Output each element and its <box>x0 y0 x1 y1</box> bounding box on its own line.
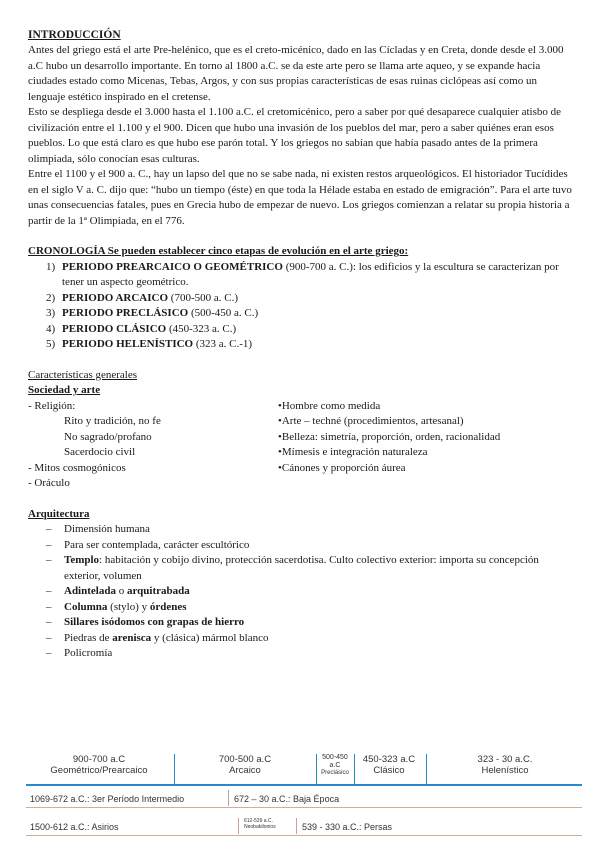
period-preclassic: 500-450 a.C Preclásico <box>321 754 349 776</box>
list-item: Sacerdocio civil <box>64 446 136 458</box>
architecture-heading: Arquitectura <box>28 507 90 520</box>
list-item: •Hombre como medida <box>278 399 381 412</box>
list-item: •Arte – techné (procedimientos, artesanal) <box>278 415 464 427</box>
list-item: No sagrado/profano <box>64 430 152 443</box>
egypt-late-period: 672 – 30 a.C.: Baja Época <box>234 794 340 804</box>
intro-heading: INTRODUCCIÓN <box>28 29 121 41</box>
society-heading: Sociedad y arte <box>28 384 101 396</box>
period-geometric: 900-700 a.C Geométrico/Prearcaico <box>50 754 148 776</box>
list-item: – Piedras de arenisca y (clásica) mármol blanco <box>46 631 269 644</box>
list-item: 1) PERIODO PREARCAICO O GEOMÉTRICO (900-700 a. C.): los edificios y la escultura se caracterizan por tener un aspecto geométrico. <box>46 260 559 288</box>
general-heading: Características generales <box>28 368 138 381</box>
neobabylonians: 612-539 a.C. Neobabilonios <box>244 818 276 830</box>
list-item: Rito y tradición, no fe <box>64 415 161 427</box>
list-item: – Dimensión humana <box>46 523 150 535</box>
egypt-third-intermediate: 1069-672 a.C.: 3er Período Intermedio <box>30 794 185 804</box>
list-item: 2) PERIODO ARCAICO (700-500 a. C.) <box>46 291 239 304</box>
intro-paragraph-1: Antes del griego está el arte Pre-helénico, que es el creto-micénico, dado en las Cícladas y en Creta, donde desde el 3.000 a.C hubo un desarrollo importante. En torno al 1800 a.C. se da este arte pero se llama arte aqueo, y se expande hacia ciudades estado como Micenas, Tebas, Argos, y con sus propias características de esas ruinas ciclópeas así como un lenguaje estético inspirado en el cretense. <box>28 44 564 103</box>
intro-paragraph-3: Entre el 1100 y el 900 a. C., hay un lapso del que no se sabe nada, ni existen restos arqueológicos. El historiador Tucídides en el siglo V a. C. dijo que: “hubo un tiempo (éste) en que toda la Hélade estaba en estado de emigración”. Para el arte tuvo unas consecuencias fatales, pues en Grecia hubo de empezar de nuevo. Los griegos comienzan a relatar su propia historia a partir de la 1ª Olimpiada, en el 776. <box>28 168 572 227</box>
list-item: 4) PERIODO CLÁSICO (450-323 a. C.) <box>46 322 237 335</box>
assyrians: 1500-612 a.C.: Asirios <box>30 822 119 832</box>
society-columns <box>28 399 574 492</box>
chronology-heading: CRONOLOGÍA Se pueden establecer cinco etapas de evolución en el arte griego: <box>28 245 409 257</box>
document-page <box>28 28 574 662</box>
list-item: – Para ser contemplada, carácter escultórico <box>46 538 250 551</box>
list-item: – Templo: habitación y cobijo divino, protección sacerdotisa. Culto colectivo exterior: importa su concepción exterior, volumen <box>46 554 539 582</box>
list-item: - Oráculo <box>28 477 70 489</box>
list-item: – Adintelada o arquitrabada <box>46 585 190 597</box>
list-item: - Religión: <box>28 399 76 412</box>
architecture-list <box>28 522 574 662</box>
period-timeline <box>26 754 582 836</box>
list-item: 5) PERIODO HELENÍSTICO (323 a. C.-1) <box>46 338 253 350</box>
egypt-row <box>26 790 582 808</box>
list-item: •Cánones y proporción áurea <box>278 461 406 474</box>
list-item: – Columna (stylo) y órdenes <box>46 600 187 613</box>
period-classic: 450-323 a.C Clásico <box>362 754 416 776</box>
list-item: - Mitos cosmogónicos <box>28 461 126 474</box>
list-item: 3) PERIODO PRECLÁSICO (500-450 a. C.) <box>46 307 259 319</box>
chronology-list <box>28 260 574 353</box>
persians: 539 - 330 a.C.: Persas <box>302 822 393 832</box>
period-hellenistic: 323 - 30 a.C. Helenístico <box>477 754 533 776</box>
east-row <box>26 818 582 836</box>
period-archaic: 700-500 a.C Arcaico <box>218 754 272 776</box>
list-item: •Belleza: simetría, proporción, orden, racionalidad <box>278 430 501 443</box>
list-item: •Mímesis e integración naturaleza <box>278 446 428 458</box>
greek-periods-row <box>26 754 582 786</box>
intro-paragraph-2: Esto se despliega desde el 3.000 hasta el 1.100 a.C. el cretomicénico, pero a saber por qué desaparece cualquier atisbo de civilización entre el 1.100 y el 900. Dicen que hubo una invasión de los pueblos del mar, pero a saber quiénes eran esos pueblos. Lo que está claro es que hubo ese parón total. Y los griegos no sabían que había pasado antes de la primera olimpiada, sólo conocían esas culturas. <box>28 106 561 165</box>
list-item: – Policromía <box>46 647 113 659</box>
list-item: – Sillares isódomos con grapas de hierro <box>46 616 245 628</box>
